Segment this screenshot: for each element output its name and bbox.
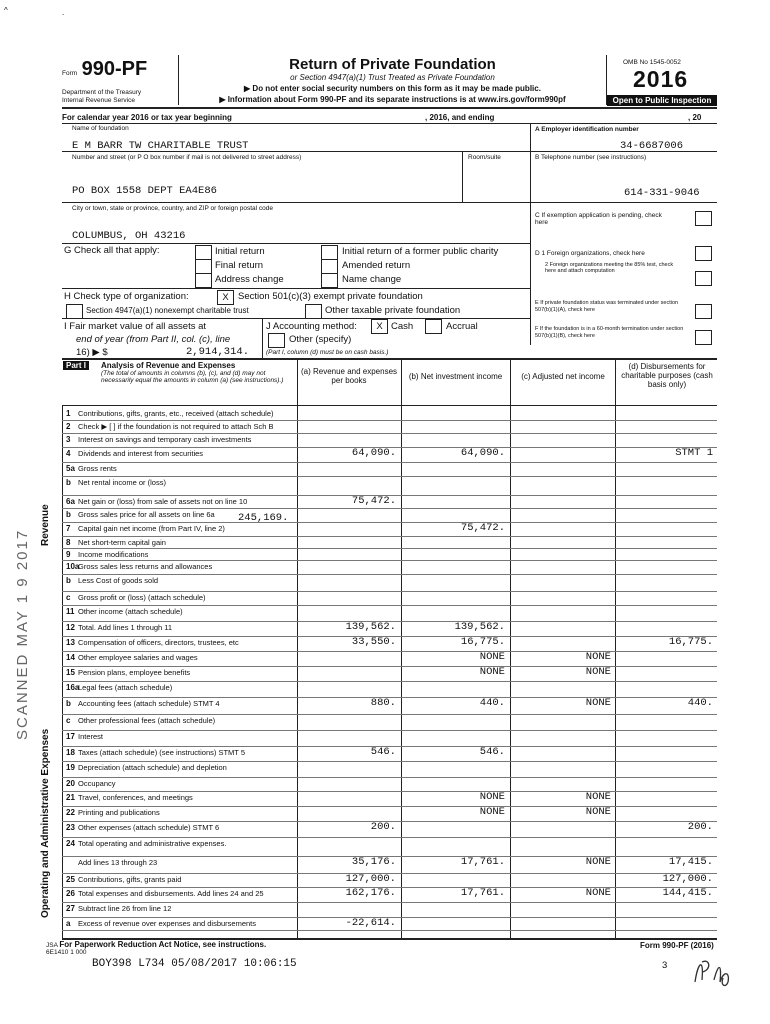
row-number: 15	[66, 668, 75, 677]
ssn-note: ▶ Do not enter social security numbers on this form as it may be made public.	[244, 84, 541, 93]
row-label: Occupancy	[78, 779, 116, 788]
row-number: 2	[66, 422, 71, 431]
irs-text: Internal Revenue Service	[62, 97, 135, 104]
4947-checkbox[interactable]	[66, 304, 83, 319]
row-number: c	[66, 593, 71, 602]
omb-number: OMB No 1545-0052	[623, 59, 681, 66]
row-label: Other professional fees (attach schedule)	[78, 716, 216, 725]
row-number: 6a	[66, 497, 75, 506]
former-charity-checkbox[interactable]	[321, 245, 338, 260]
part1-tag: Part I	[63, 361, 89, 370]
form-number: 990-PF	[81, 58, 148, 80]
row-number: 20	[66, 779, 75, 788]
part1-title: Analysis of Revenue and Expenses	[101, 361, 236, 370]
cell-a: 200.	[370, 821, 396, 833]
col-c-header: (c) Adjusted net income	[521, 372, 605, 381]
row-number: 13	[66, 638, 75, 647]
name-change-checkbox[interactable]	[321, 273, 338, 288]
501c3-checkbox[interactable]: X	[217, 290, 234, 305]
row-label: Dividends and interest from securities	[78, 449, 204, 458]
cell-d: 440.	[687, 697, 713, 709]
open-public-banner: Open to Public Inspection	[607, 95, 717, 106]
col-a-header: (a) Revenue and expenses per books	[300, 367, 398, 385]
f-label: F If the foundation is in a 60-month termination under section 507(b)(1)(B), check here	[535, 326, 684, 339]
g-label: G Check all that apply:	[64, 245, 160, 256]
row-number: 8	[66, 538, 71, 547]
info-note: ▶ Information about Form 990-PF and its separate instructions is at www.irs.gov/form990pf	[219, 95, 566, 104]
cash-basis-note: (Part I, column (d) must be on cash basis.)	[266, 349, 389, 356]
amended-return-label: Amended return	[342, 260, 411, 271]
row-number: 23	[66, 823, 75, 832]
amended-return-checkbox[interactable]	[321, 259, 338, 274]
d1-checkbox[interactable]	[695, 246, 712, 261]
jsa-number: 6E1410 1 000	[46, 949, 87, 956]
cell-b: 17,761.	[460, 856, 505, 868]
cell-a: 64,090.	[351, 447, 396, 459]
cell-c: NONE	[585, 856, 611, 868]
cell-d: 200.	[687, 821, 713, 833]
cell-a: 75,472.	[351, 495, 396, 507]
handwritten-initials	[690, 952, 740, 992]
ein-value: 34-6687006	[620, 140, 684, 152]
row-label: Depreciation (attach schedule) and depletion	[78, 763, 227, 772]
tax-year: 2016	[633, 66, 689, 92]
row-label: Interest	[78, 732, 104, 741]
other-taxable-label: Other taxable private foundation	[325, 305, 461, 316]
fmv-value: 2,914,314.	[186, 346, 250, 358]
cell-a: 127,000.	[345, 873, 396, 885]
row-number: 14	[66, 653, 75, 662]
row-label: Net gain or (loss) from sale of assets not on line 10	[78, 497, 248, 506]
row-label: Less Cost of goods sold	[78, 576, 159, 585]
address-change-checkbox[interactable]	[195, 273, 212, 288]
cell-d: 16,775.	[668, 636, 713, 648]
row-label: Compensation of officers, directors, trustees, etc	[78, 638, 239, 647]
foundation-street: PO BOX 1558 DEPT EA4E86	[72, 185, 217, 197]
former-charity-label: Initial return of a former public charity	[342, 246, 499, 257]
page-number: 3	[662, 960, 668, 971]
cell-b: 546.	[479, 746, 505, 758]
phone-label: B Telephone number (see instructions)	[535, 154, 647, 161]
row-number: 16a	[66, 683, 80, 692]
scanned-stamp: SCANNED MAY 1 9 2017	[14, 528, 31, 740]
expenses-side-label: Operating and Administrative Expenses	[40, 728, 51, 918]
final-return-checkbox[interactable]	[195, 259, 212, 274]
cell-c: NONE	[585, 887, 611, 899]
cell-a: 35,176.	[351, 856, 396, 868]
row-number: 7	[66, 524, 71, 533]
row-number: b	[66, 576, 71, 585]
cell-c: NONE	[585, 651, 611, 663]
row-label: Travel, conferences, and meetings	[78, 793, 193, 802]
calendar-end: , 20	[688, 113, 702, 122]
4947-label: Section 4947(a)(1) nonexempt charitable trust	[86, 306, 249, 315]
address-change-label: Address change	[215, 274, 284, 285]
cell-b: NONE	[479, 806, 505, 818]
row-number: 21	[66, 793, 75, 802]
row-number: 24	[66, 839, 75, 848]
row-number: 27	[66, 904, 75, 913]
cell-b: NONE	[479, 651, 505, 663]
other-method-checkbox[interactable]	[268, 333, 285, 348]
initial-return-label: Initial return	[215, 246, 265, 257]
corner-mark: ^	[4, 6, 8, 15]
row-number: 17	[66, 732, 75, 741]
name-change-label: Name change	[342, 274, 402, 285]
row-number: 10a	[66, 562, 80, 571]
jsa-code: JSA For Paperwork Reduction Act Notice, see instructions.	[46, 940, 267, 949]
row-number: b	[66, 478, 71, 487]
d2-label: 2 Foreign organizations meeting the 85% test, check here and attach computation	[545, 262, 674, 274]
city-label: City or town, state or province, country, and ZIP or foreign postal code	[72, 205, 273, 212]
footer-form-year: Form 990-PF (2016)	[640, 941, 714, 950]
other-taxable-checkbox[interactable]	[305, 304, 322, 319]
cell-c: NONE	[585, 806, 611, 818]
row-label: Accounting fees (attach schedule) STMT 4	[78, 699, 220, 708]
row-number: 12	[66, 623, 75, 632]
fmv-label-3: 16) ▶ $	[76, 347, 108, 358]
cell-b: 75,472.	[460, 522, 505, 534]
f-checkbox[interactable]	[695, 330, 712, 345]
fmv-label-2: end of year (from Part II, col. (c), line	[76, 334, 231, 345]
cell-a: 33,550.	[351, 636, 396, 648]
cell-a: 880.	[370, 697, 396, 709]
final-return-label: Final return	[215, 260, 264, 271]
row-label: Check ▶ [ ] if the foundation is not required to attach Sch B	[78, 422, 274, 431]
cash-checkbox[interactable]: X	[371, 319, 388, 334]
row-label: Contributions, gifts, grants, etc., received (attach schedule)	[78, 409, 274, 418]
row-label: Net short-term capital gain	[78, 538, 166, 547]
501c3-label: Section 501(c)(3) exempt private foundation	[238, 291, 423, 302]
cell-a: 546.	[370, 746, 396, 758]
row-number: 19	[66, 763, 75, 772]
row-label: Other income (attach schedule)	[78, 607, 183, 616]
corner-mark: .	[62, 8, 65, 17]
line6b-value: 245,169.	[238, 512, 289, 524]
row-number: c	[66, 716, 71, 725]
cell-c: NONE	[585, 697, 611, 709]
row-number: 22	[66, 808, 75, 817]
row-number: 3	[66, 435, 71, 444]
cell-a: -22,614.	[345, 917, 396, 929]
d1-label: D 1 Foreign organizations, check here	[535, 250, 645, 257]
row-label: Excess of revenue over expenses and disbursements	[78, 919, 257, 928]
part1-desc: (The total of amounts in columns (b), (c), and (d) may not necessarily equal the amounts in column (a) (see instructions).)	[101, 370, 284, 384]
cell-a: 162,176.	[345, 887, 396, 899]
row-label: Subtract line 26 from line 12	[78, 904, 172, 913]
row-number: b	[66, 510, 71, 519]
row-label: Income modifications	[78, 550, 149, 559]
foundation-name: E M BARR TW CHARITABLE TRUST	[72, 140, 249, 152]
row-number: 11	[66, 607, 75, 616]
cell-b: 64,090.	[460, 447, 505, 459]
ein-label: A Employer identification number	[535, 126, 639, 133]
row-number: 25	[66, 875, 75, 884]
row-label: Taxes (attach schedule) (see instructions) STMT 5	[78, 748, 246, 757]
row-label: Other expenses (attach schedule) STMT 6	[78, 823, 220, 832]
accounting-method-label: J Accounting method:	[266, 321, 357, 332]
accrual-checkbox[interactable]	[425, 319, 442, 334]
name-label: Name of foundation	[72, 125, 129, 132]
row-number: b	[66, 699, 71, 708]
cell-b: NONE	[479, 791, 505, 803]
cell-d: STMT 1	[675, 447, 713, 459]
cell-a: 139,562.	[345, 621, 396, 633]
col-d-header: (d) Disbursements for charitable purposes (cash basis only)	[621, 362, 713, 389]
row-number: 9	[66, 550, 71, 559]
form-title: Return of Private Foundation	[289, 56, 496, 73]
row-number: 1	[66, 409, 71, 418]
h-label: H Check type of organization:	[64, 291, 189, 302]
cell-b: 440.	[479, 697, 505, 709]
e-checkbox[interactable]	[695, 304, 712, 319]
d2-checkbox[interactable]	[695, 271, 712, 286]
form-prefix: Form	[62, 70, 78, 77]
room-label: Room/suite	[468, 154, 501, 161]
dept-text: Department of the Treasury	[62, 89, 142, 96]
row-label: Other employee salaries and wages	[78, 653, 198, 662]
other-method-label: Other (specify)	[289, 334, 352, 345]
row-label: Printing and publications	[78, 808, 160, 817]
form-label	[62, 58, 147, 81]
col-b-header: (b) Net investment income	[408, 372, 503, 381]
c-label: C If exemption application is pending, check here	[535, 212, 662, 226]
foundation-city: COLUMBUS, OH 43216	[72, 230, 186, 242]
row-label: Total. Add lines 1 through 11	[78, 623, 173, 632]
accrual-label: Accrual	[446, 321, 478, 332]
row-label: Pension plans, employee benefits	[78, 668, 191, 677]
row-label: Legal fees (attach schedule)	[78, 683, 173, 692]
initial-return-checkbox[interactable]	[195, 245, 212, 260]
row-label: Capital gain net income (from Part IV, line 2)	[78, 524, 225, 533]
row-number: 18	[66, 748, 75, 757]
batch-stamp: BOY398 L734 05/08/2017 10:06:15	[92, 958, 297, 970]
c-checkbox[interactable]	[695, 211, 712, 226]
calendar-mid: , 2016, and ending	[425, 113, 495, 122]
calendar-label: For calendar year 2016 or tax year beginning	[62, 113, 232, 122]
row-label: Gross sales less returns and allowances	[78, 562, 213, 571]
row-label: Total operating and administrative expenses.	[78, 839, 227, 848]
row-label: Gross profit or (loss) (attach schedule)	[78, 593, 206, 602]
row-label: Contributions, gifts, grants paid	[78, 875, 182, 884]
row-label: Total expenses and disbursements. Add lines 24 and 25	[78, 889, 264, 898]
row-label: Net rental income or (loss)	[78, 478, 166, 487]
cell-b: 17,761.	[460, 887, 505, 899]
form-subtitle: or Section 4947(a)(1) Trust Treated as Private Foundation	[290, 73, 495, 82]
cell-d: 17,415.	[668, 856, 713, 868]
revenue-side-label: Revenue	[40, 504, 51, 546]
row-label: Gross rents	[78, 464, 117, 473]
row-label: Interest on savings and temporary cash investments	[78, 435, 252, 444]
cash-label: Cash	[391, 321, 414, 332]
street-label: Number and street (or P O box number if mail is not delivered to street address)	[72, 154, 302, 161]
row-number: 4	[66, 449, 71, 458]
cell-c: NONE	[585, 791, 611, 803]
fmv-label-1: I Fair market value of all assets at	[64, 321, 207, 332]
row-label: Gross sales price for all assets on line 6a	[78, 510, 215, 519]
row-label: Add lines 13 through 23	[78, 858, 158, 867]
cell-c: NONE	[585, 666, 611, 678]
cell-b: 139,562.	[454, 621, 505, 633]
row-number: 5a	[66, 464, 75, 473]
row-number: 26	[66, 889, 75, 898]
phone-value: 614-331-9046	[624, 187, 700, 199]
e-label: E If private foundation status was terminated under section 507(b)(1)(A), check here	[535, 300, 679, 313]
cell-d: 144,415.	[662, 887, 713, 899]
row-number: a	[66, 919, 71, 928]
cell-b: NONE	[479, 666, 505, 678]
cell-d: 127,000.	[662, 873, 713, 885]
cell-b: 16,775.	[460, 636, 505, 648]
